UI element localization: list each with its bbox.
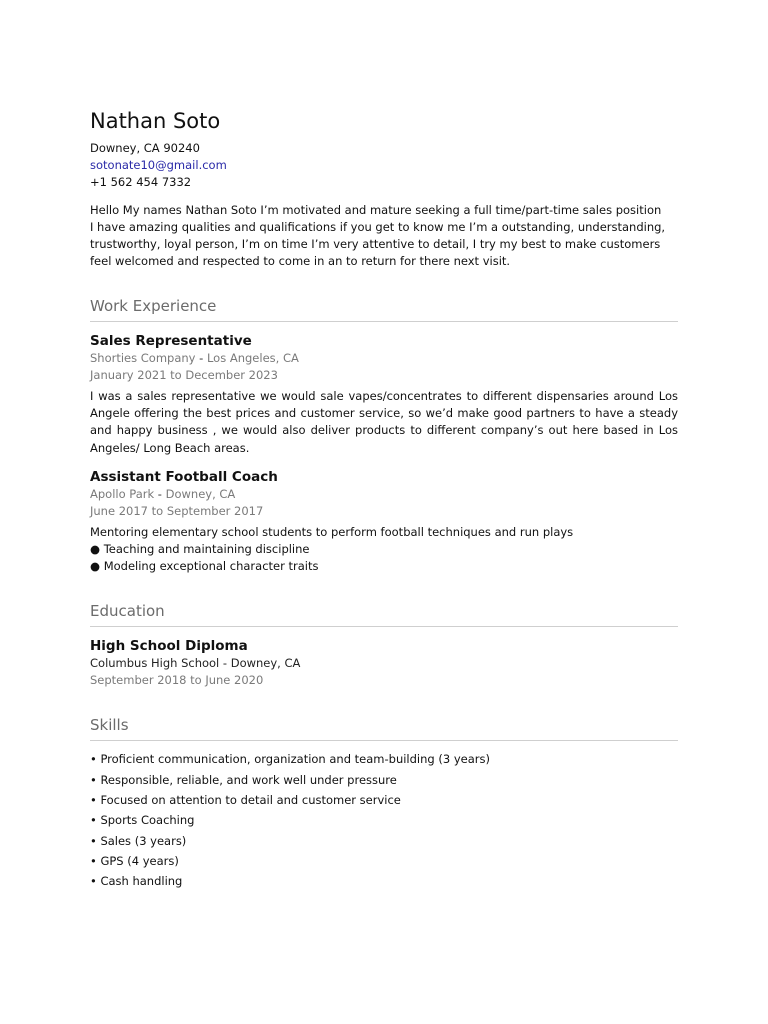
skill-item: • Sports Coaching [90, 813, 195, 828]
skill-item: • Focused on attention to detail and customer service [90, 793, 401, 808]
job-location: Downey, CA [165, 486, 236, 501]
skills-list [90, 749, 678, 891]
education-heading: Education [90, 601, 678, 627]
skill-item: • Responsible, reliable, and work well under pressure [90, 772, 397, 787]
education-dates: September 2018 to June 2020 [90, 673, 264, 688]
education-section [90, 601, 678, 689]
job-company-line [90, 350, 678, 367]
skill-item: • Cash handling [90, 874, 183, 889]
job-title: Assistant Football Coach [90, 468, 278, 485]
separator: - [195, 351, 207, 365]
job-dates: January 2021 to December 2023 [90, 368, 278, 382]
work-entry [90, 332, 678, 457]
candidate-name: Nathan Soto [90, 109, 221, 133]
work-entry [90, 468, 678, 576]
job-bullet: ● Modeling exceptional character traits [90, 559, 319, 574]
school: Columbus High School - Downey, CA [90, 656, 301, 671]
email-link[interactable]: sotonate10@gmail.com [90, 158, 227, 172]
job-company: Shorties Company [90, 351, 196, 365]
location: Downey, CA 90240 [90, 141, 200, 155]
job-description: Mentoring elementary school students to perform football techniques and run plays [90, 524, 574, 539]
resume-content [90, 108, 678, 892]
skills-section [90, 715, 678, 891]
job-title: Sales Representative [90, 333, 252, 349]
job-company-line [90, 486, 678, 503]
separator: - [154, 486, 166, 501]
skill-item: • Sales (3 years) [90, 833, 187, 848]
skill-item: • Proficient communication, organization and team-building (3 years) [90, 752, 490, 767]
job-location: Los Angeles, CA [206, 351, 299, 365]
skill-item: • GPS (4 years) [90, 853, 179, 868]
summary-line-2: I have amazing qualities and qualifications if you get to know me I’m a outstanding, understanding, trustworthy, loyal person, I’m on time I’m very attentive to detail, I try my best to make customers feel welcomed and respected to come in an to return for there next visit. [90, 220, 666, 268]
education-entry [90, 637, 678, 689]
summary-line-1: Hello My names Nathan Soto I’m motivated and mature seeking a full time/part-time sales position [90, 203, 662, 217]
job-description: I was a sales representative we would sale vapes/concentrates to different dispensaries around Los Angele offering the best prices and customer service, so we’d make good partners to have a steady and happy business , we would also deliver products to different company’s out here based in Los Angeles/ Long Beach areas. [90, 389, 678, 455]
job-dates: June 2017 to September 2017 [90, 503, 264, 518]
work-experience-section [90, 296, 678, 575]
degree: High School Diploma [90, 638, 248, 655]
skills-heading: Skills [90, 715, 678, 741]
job-company: Apollo Park [90, 486, 155, 501]
work-experience-heading: Work Experience [90, 296, 678, 322]
summary [90, 202, 678, 270]
phone: +1 562 454 7332 [90, 175, 192, 189]
job-bullet: ● Teaching and maintaining discipline [90, 542, 310, 557]
